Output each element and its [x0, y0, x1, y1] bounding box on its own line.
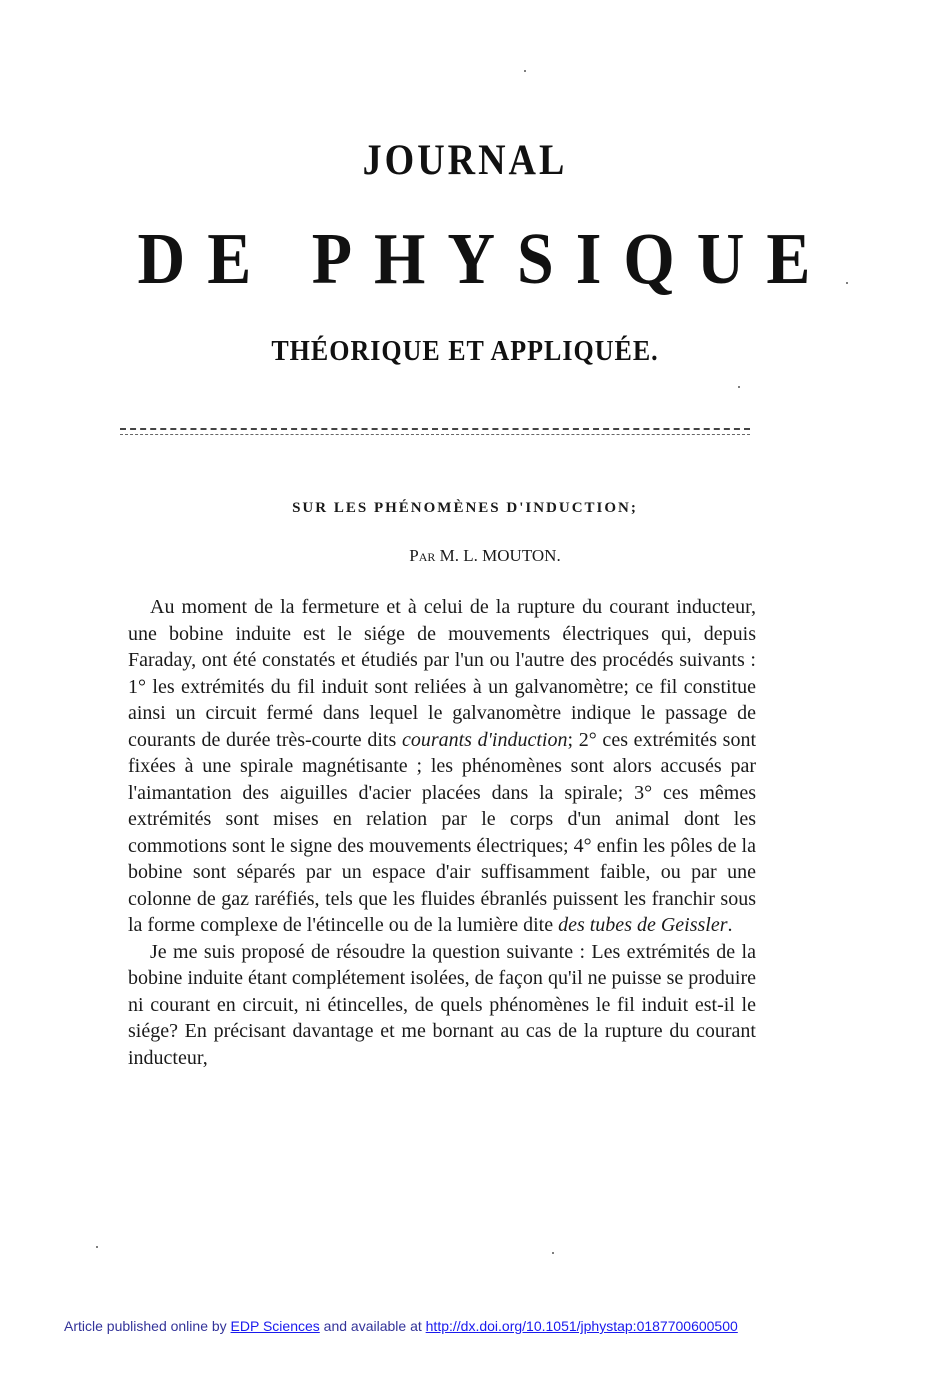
paragraph-1-text-a: Au moment de la fermeture et à celui de la rupture du courant inducteur, une bobine induite est le siége de mouvements électriques qui, depuis Faraday, ont été constatés et étudiés par l'un ou l'autre des procédés suivants : 1° les extrémités du fil induit sont reliées à un galvanomètre; ce fil constitue ainsi un circuit fermé dans lequel le galvanomètre indique le passage de courants de durée très-courte dits — [128, 596, 756, 751]
paragraph-2: Je me suis proposé de résoudre la question suivante : Les extrémités de la bobine induite étant complétement isolées, de façon qu'il ne puisse se produire ni courant en circuit, ni étincelles, de quels phénomènes le fil induit est-il le siége? En précisant davantage et me bornant au cas de la rupture du courant inducteur, — [128, 940, 756, 1069]
paragraph-1-text-c: . — [727, 914, 733, 936]
scan-speck — [96, 1246, 98, 1248]
journal-title-line1: JOURNAL — [362, 135, 568, 185]
footer-prefix: Article published online by — [64, 1318, 231, 1334]
doi-link[interactable]: http://dx.doi.org/10.1051/jphystap:0187700600500 — [425, 1318, 738, 1334]
publication-footer — [64, 1318, 738, 1334]
scan-speck — [524, 70, 526, 72]
paragraph-1 — [128, 594, 756, 939]
header-divider — [120, 428, 750, 430]
scan-speck — [846, 282, 848, 284]
author-name: M. L. MOUTON. — [439, 546, 561, 565]
header-divider-secondary — [120, 434, 750, 435]
article-body — [128, 594, 756, 1071]
emphasis-courants-induction: courants d'induction — [401, 728, 568, 751]
publisher-link[interactable]: EDP Sciences — [230, 1318, 320, 1334]
byline-prefix: Par — [409, 546, 436, 565]
article-title: SUR LES PHÉNOMÈNES D'INDUCTION; — [292, 500, 638, 516]
footer-middle: and available at — [319, 1318, 426, 1334]
journal-subtitle: THÉORIQUE ET APPLIQUÉE. — [271, 334, 659, 367]
emphasis-geissler: des tubes de Geissler — [558, 914, 728, 936]
scan-speck — [738, 386, 740, 388]
article-byline — [0, 546, 930, 566]
scan-speck — [552, 1252, 554, 1254]
journal-title-line2: DE PHYSIQUE — [137, 219, 833, 300]
paragraph-1-text-b: ; 2° ces extrémités sont fixées à une spirale magnétisante ; les phénomènes sont alors accusés par l'aimantation des aiguilles d'acier placées dans la spirale; 3° ces mêmes extrémités sont mises en relation par le corps d'un animal dont les commotions sont le signe des mouvements électriques; 4° enfin les pôles de la bobine sont séparés par un espace d'air suffisamment faible, ou par une colonne de gaz raréfiés, tels que les fluides ébranlés puissent les franchir sous la forme complexe de l'étincelle ou de la lumière dite — [128, 728, 757, 936]
